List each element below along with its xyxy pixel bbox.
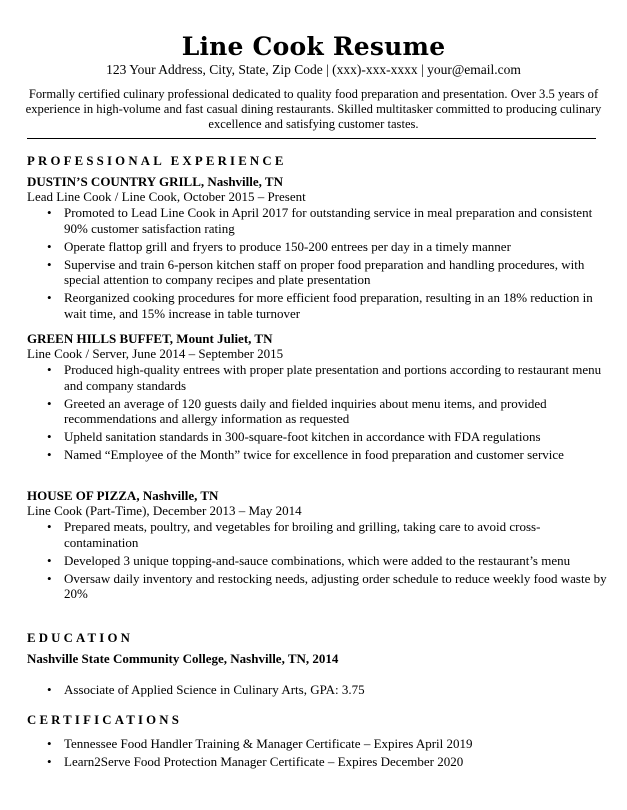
job-bullet-list bbox=[47, 519, 607, 604]
bullet-icon: • bbox=[47, 447, 52, 463]
job-heading bbox=[27, 331, 272, 347]
bullet-icon: • bbox=[47, 205, 52, 220]
job-employer: GREEN HILLS BUFFET, bbox=[27, 331, 174, 346]
list-item: • Produced high-quality entrees with proper plate presentation and portions according to restaurant menu and company standards bbox=[47, 362, 602, 393]
section-heading-education: EDUCATION bbox=[27, 631, 134, 645]
bullet-icon: • bbox=[47, 238, 52, 254]
job-employer: HOUSE OF PIZZA, bbox=[27, 488, 140, 503]
job-role: Line Cook / Server, June 2014 – September 2015 bbox=[27, 346, 284, 361]
list-item: • Oversaw daily inventory and restocking needs, adjusting order schedule to reduce weekly food waste by 20% bbox=[47, 570, 607, 602]
bullet-icon: • bbox=[47, 256, 52, 272]
bullet-icon: • bbox=[47, 682, 52, 697]
list-item: • Upheld sanitation standards in 300-square-foot kitchen in accordance with FDA regulations bbox=[47, 429, 541, 445]
list-item: • Prepared meats, poultry, and vegetables for broiling and grilling, taking care to avoid cross-contamination bbox=[47, 519, 541, 550]
bullet-icon: • bbox=[47, 736, 52, 751]
bullet-icon: • bbox=[47, 519, 52, 534]
job-bullet-list bbox=[47, 205, 607, 324]
section-heading-experience: PROFESSIONAL EXPERIENCE bbox=[27, 154, 287, 168]
list-item: • Operate flattop grill and fryers to produce 150-200 entrees per day in a timely manner bbox=[47, 238, 511, 254]
contact-line: 123 Your Address, City, State, Zip Code | (xxx)-xxx-xxxx | your@email.com bbox=[106, 62, 521, 77]
bullet-icon: • bbox=[47, 570, 52, 586]
summary-paragraph: Formally certified culinary professional dedicated to quality food preparation and presentation. Over 3.5 years of experience in high-volume and fast casual dining restaurants. Skilled multitasker committed to producing culinary excellence and satisfying customer tastes. bbox=[25, 87, 602, 131]
certifications-bullet-list bbox=[47, 736, 607, 772]
list-item: • Learn2Serve Food Protection Manager Certificate – Expires December 2020 bbox=[47, 754, 464, 770]
job-location: Nashville, TN bbox=[207, 174, 283, 189]
job-heading bbox=[27, 488, 218, 504]
section-heading-certifications: CERTIFICATIONS bbox=[27, 713, 183, 727]
resume-title: Line Cook Resume bbox=[181, 32, 446, 61]
job-employer: DUSTIN’S COUNTRY GRILL, bbox=[27, 174, 205, 189]
list-item: • Reorganized cooking procedures for more efficient food preparation, resulting in an 18% reduction in wait time, and 15% increase in table turnover bbox=[47, 290, 593, 322]
job-role: Lead Line Cook / Line Cook, October 2015 – Present bbox=[27, 189, 306, 204]
list-item: • Developed 3 unique topping-and-sauce combinations, which were added to the restaurant’s menu bbox=[47, 552, 571, 568]
bullet-icon: • bbox=[47, 429, 52, 445]
header-divider bbox=[27, 138, 596, 139]
job-role: Line Cook (Part-Time), December 2013 – May 2014 bbox=[27, 503, 302, 518]
list-item: • Promoted to Lead Line Cook in April 2017 for outstanding service in meal preparation and consistent 90% customer satisfaction rating bbox=[47, 205, 593, 236]
school-line: Nashville State Community College, Nashville, TN, 2014 bbox=[27, 651, 339, 666]
list-item: • Associate of Applied Science in Culinary Arts, GPA: 3.75 bbox=[47, 682, 365, 697]
education-bullet-list bbox=[47, 682, 607, 700]
job-location: Mount Juliet, TN bbox=[176, 331, 273, 346]
list-item: • Tennessee Food Handler Training & Manager Certificate – Expires April 2019 bbox=[47, 736, 473, 751]
list-item: • Named “Employee of the Month” twice for excellence in food preparation and customer service bbox=[47, 447, 564, 463]
list-item: • Greeted an average of 120 guests daily and fielded inquiries about menu items, and provided recommendations and allergy information as requested bbox=[47, 395, 547, 427]
job-heading bbox=[27, 174, 283, 190]
job-bullet-list bbox=[47, 362, 607, 466]
list-item: • Supervise and train 6-person kitchen staff on proper food preparation and handling procedures, with special attention to company recipes and plate presentation bbox=[47, 256, 585, 288]
bullet-icon: • bbox=[47, 395, 52, 411]
bullet-icon: • bbox=[47, 290, 52, 306]
bullet-icon: • bbox=[47, 754, 52, 770]
bullet-icon: • bbox=[47, 362, 52, 377]
bullet-icon: • bbox=[47, 552, 52, 568]
job-location: Nashville, TN bbox=[142, 488, 219, 503]
